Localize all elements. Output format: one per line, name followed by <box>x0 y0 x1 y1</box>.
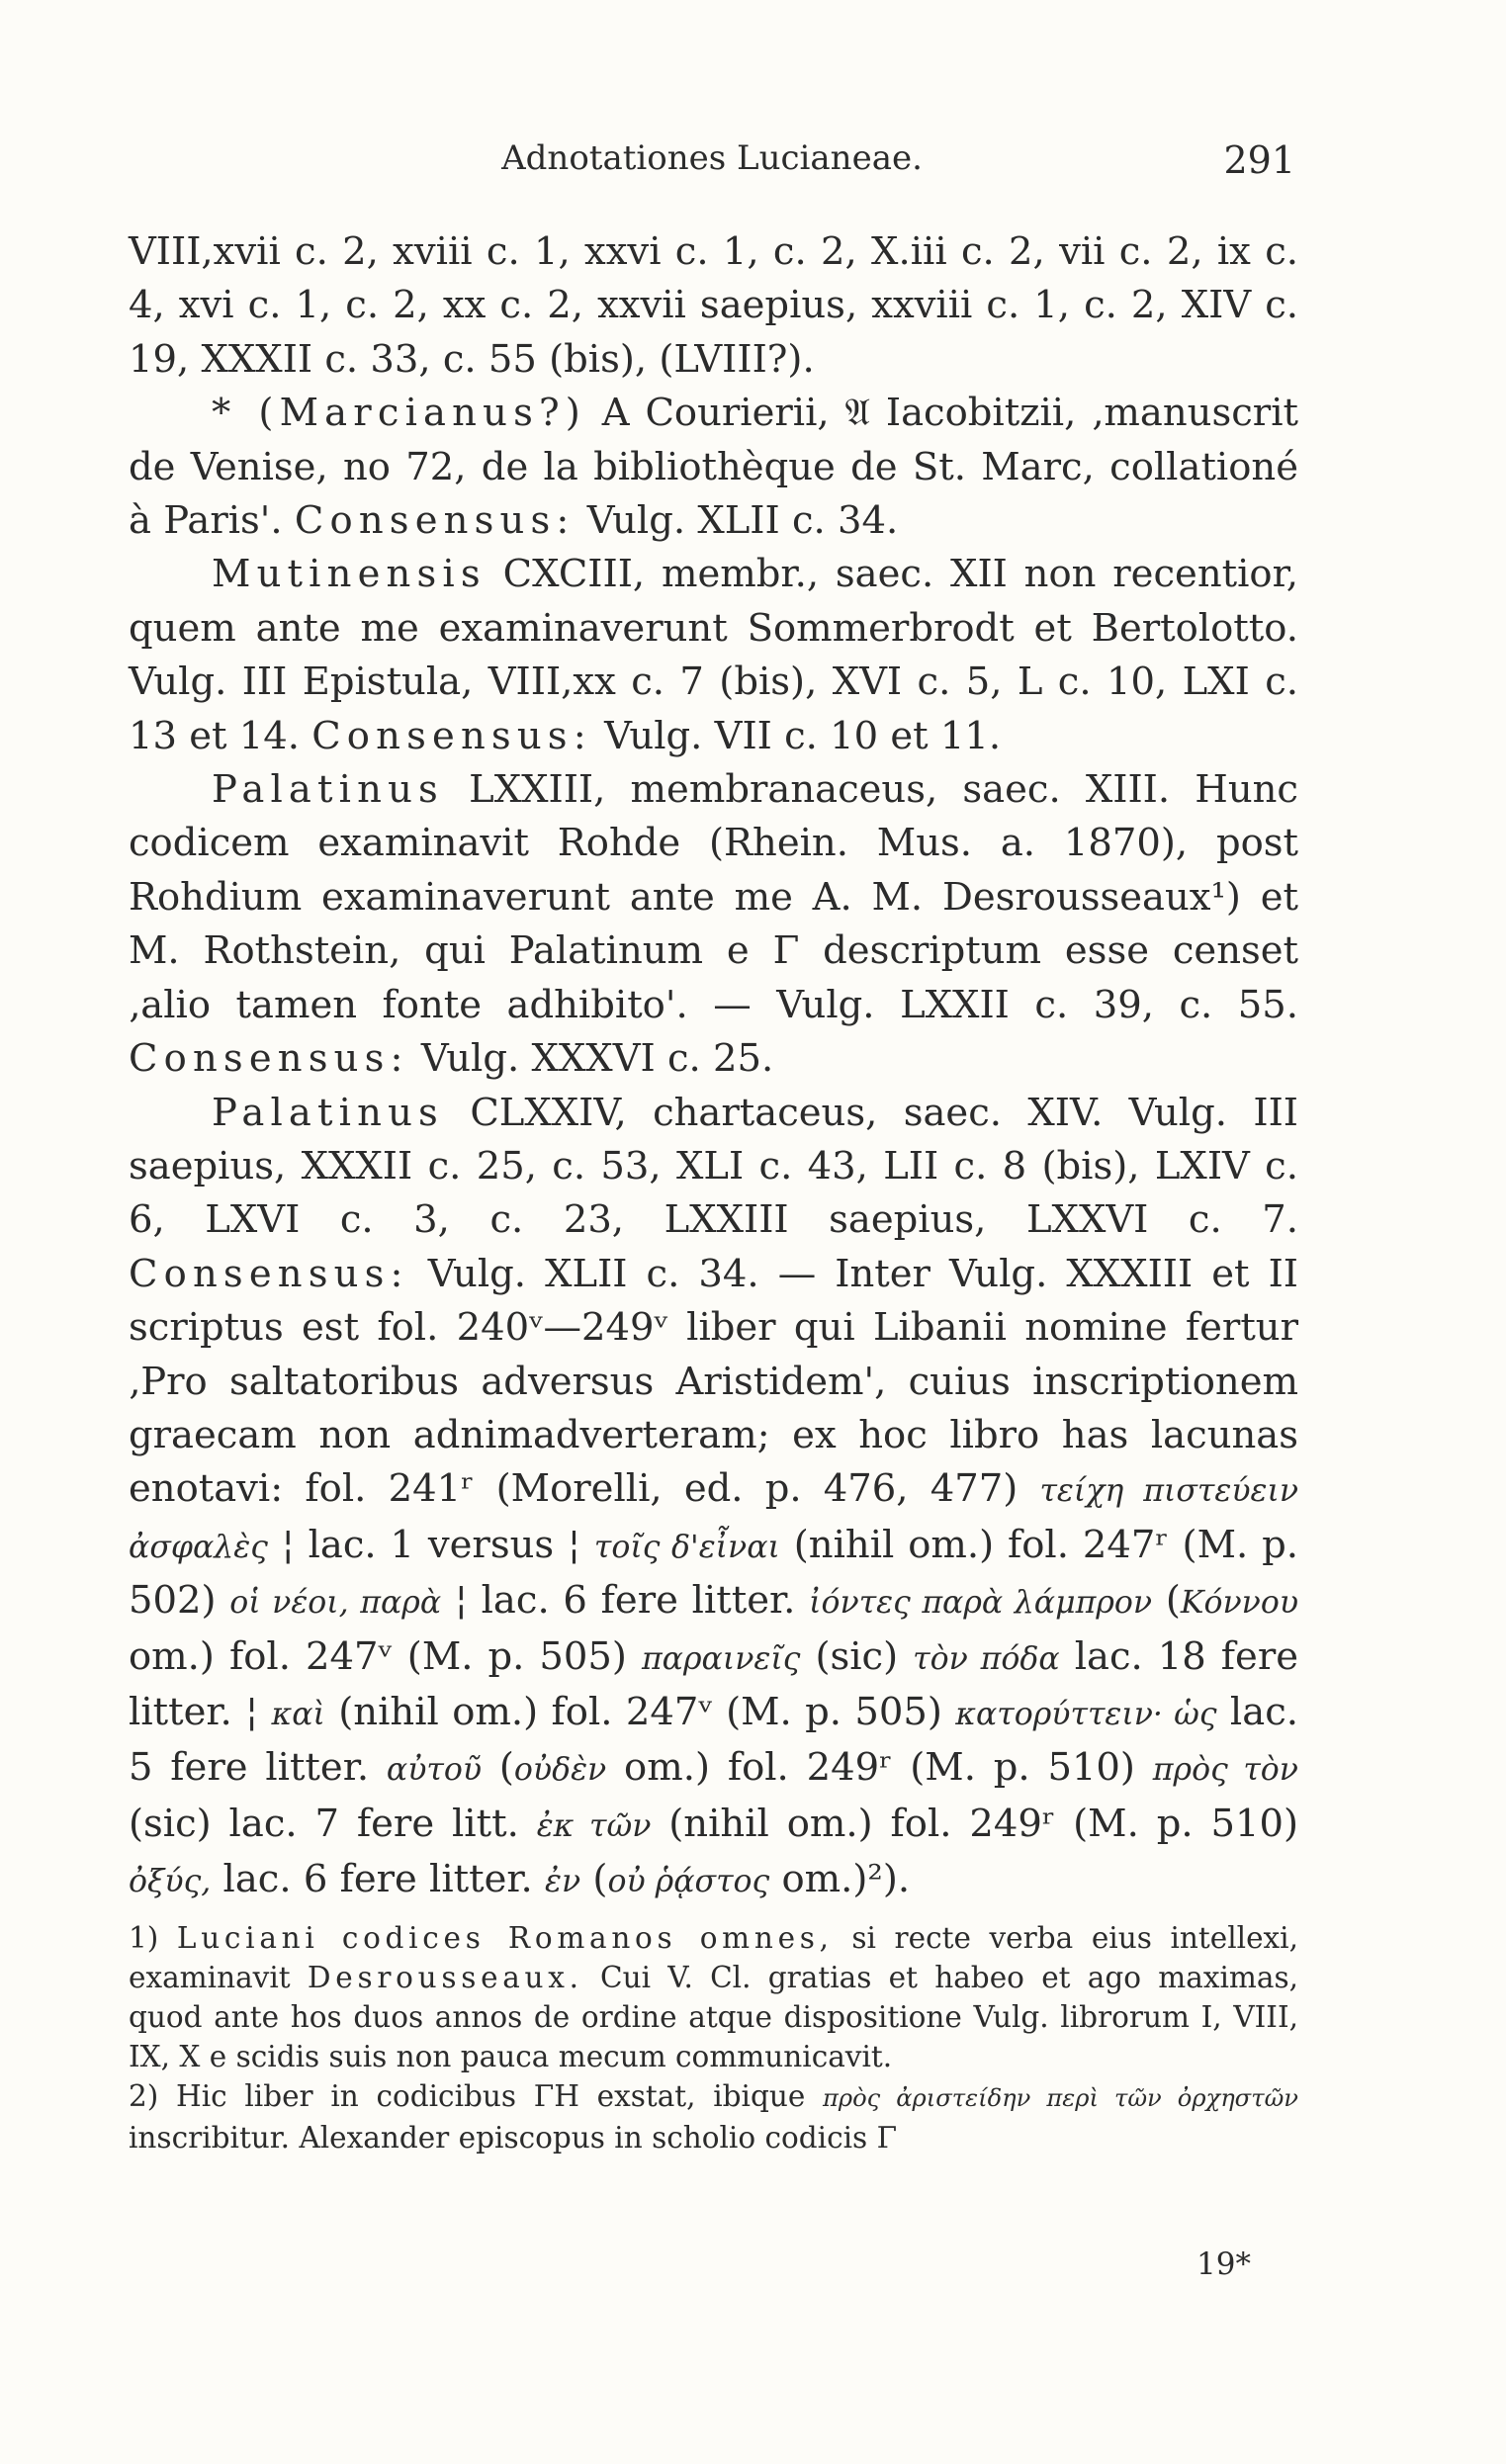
paragraph-text: (nihil om.) fol. 247ʳ (M. p. 502) <box>129 1522 1298 1624</box>
paragraph-text: lac. 6 fere litter. <box>211 1857 546 1902</box>
footnote-marker: 2) <box>129 2079 159 2113</box>
running-title: Adnotationes Lucianeae. <box>501 138 923 178</box>
footnote-text: si recte verba eius intellexi, examinavit <box>129 1921 1298 1994</box>
greek-text: ὀξύς, <box>129 1864 212 1900</box>
running-head <box>129 138 1295 198</box>
paragraph-text: ( <box>1152 1578 1181 1624</box>
greek-text: κατορύττειν· ὡς <box>955 1696 1217 1732</box>
paragraph-text: CXCIII, membr., saec. XII non recentior, quem ante me examinaverunt Sommerbrodt et Bertolotto. Vulg. III Epistula, VIII,xx c. 7 (bis), XVI c. 5, L c. 10, LXI c. 13 et 14. <box>129 552 1298 758</box>
codex-name: Mutinensis <box>212 552 487 597</box>
paragraph-text: ¦ lac. 1 versus ¦ <box>267 1522 594 1567</box>
paragraph-text: om.) fol. 247ᵛ (M. p. 505) <box>129 1633 642 1679</box>
consensus-label: Consensus: <box>294 498 576 544</box>
codex-name: Palatinus <box>212 1090 444 1135</box>
greek-text: οἱ νέοι, παρὰ <box>229 1585 442 1622</box>
greek-text: τείχη πιστεύειν ἀσφαλὲς <box>129 1473 1299 1565</box>
paragraph-text: (nihil om.) fol. 249ʳ (M. p. 510) <box>651 1801 1298 1846</box>
codex-name: * (Marcianus?) <box>212 391 586 436</box>
consensus-label: Consensus: <box>129 1251 409 1296</box>
greek-text: αὐτοῦ <box>386 1752 483 1789</box>
greek-text: Κόννου <box>1180 1585 1299 1622</box>
paragraph-mutinensis <box>129 548 1298 763</box>
paragraph-tail: Vulg. VII c. 10 et 11. <box>591 713 1002 758</box>
paragraph-palatinus-73 <box>129 763 1298 1086</box>
paragraph-text: LXXIII, membranaceus, saec. XIII. Hunc codicem examinavit Rohde (Rhein. Mus. a. 1870), post Rohdium examinaverunt ante me A. M. Desrousseaux¹) et M. Rothstein, qui Palatinum e Γ descriptum esse censet ‚alio tamen fonte adhibito'. — Vulg. LXXII c. 39, c. 55. <box>129 767 1298 1027</box>
codex-name: Palatinus <box>212 767 444 813</box>
footnote-lead: Luciani codices Romanos omnes, <box>176 1921 834 1955</box>
paragraph-text: lac. 18 fere litter. ¦ <box>129 1633 1299 1734</box>
consensus-label: Consensus: <box>129 1036 409 1082</box>
footnote-tail: inscribitur. Alexander episcopus in scholio codicis Γ <box>129 2121 898 2155</box>
paragraph-text: lac. 5 fere litter. <box>129 1689 1298 1791</box>
paragraph-text: om.) fol. 249ʳ (M. p. 510) <box>606 1745 1153 1791</box>
page-number: 291 <box>1223 138 1295 182</box>
paragraph-palatinus-174 <box>129 1087 1298 1909</box>
greek-text: πρὸς τὸν <box>1152 1752 1298 1789</box>
paragraph-text: (nihil om.) fol. 247ᵛ (M. p. 505) <box>324 1689 956 1734</box>
greek-text: ἐν <box>545 1864 581 1900</box>
footnote-1 <box>129 1918 1298 2076</box>
paragraph-text: om.)²). <box>769 1857 911 1902</box>
body-text <box>129 225 1298 1909</box>
footnote-tail: Cui V. Cl. gratias et habeo et ago maximas, quod ante hos duos annos de ordine atque dispositione Vulg. librorum I, VIII, IX, X e scidis suis non pauca mecum communicavit. <box>129 1961 1299 2073</box>
footnote-name: Desrousseaux. <box>307 1961 583 1994</box>
paragraph-sources-list: VIII,xvii c. 2, xviii c. 1, xxvi c. 1, c. 2, X.iii c. 2, vii c. 2, ix c. 4, xvi c. 1, c. 2, xx c. 2, xxvii saepius, xxviii c. 1, c. 2, XIV c. 19, XXXII c. 33, c. 55 (bis), (LVIII?). <box>129 229 1298 382</box>
signature-mark: 19* <box>1196 2246 1251 2282</box>
paragraph-text: (sic) lac. 7 fere litt. <box>129 1801 537 1846</box>
paragraph-marcianus <box>129 387 1298 548</box>
paragraph-text: Vulg. XLII c. 34. — Inter Vulg. XXXIII et II scriptus est fol. 240ᵛ—249ᵛ liber qui Libanii nomine fertur ‚Pro saltatoribus adversus Aristidem', cuius inscriptionem graecam non adnimadverteram; ex hoc libro has lacunas enotavi: fol. 241ʳ (Morelli, ed. p. 476, 477) <box>129 1251 1298 1512</box>
greek-text: οὐ ῥᾴστος <box>607 1864 770 1900</box>
greek-text: παραινεῖς <box>641 1640 801 1677</box>
paragraph-text: ( <box>580 1857 608 1902</box>
paragraph-tail: Vulg. XXXVI c. 25. <box>408 1036 774 1082</box>
greek-text: οὐδὲν <box>513 1752 607 1789</box>
footnote-2 <box>129 2076 1298 2157</box>
paragraph-text: (sic) <box>800 1633 914 1679</box>
footnote-marker: 1) <box>129 1921 159 1955</box>
paragraph-text: A Courierii, 𝔄 Iacobitzii, ‚manuscrit de Venise, no 72, de la bibliothèque de St. Marc, collationé à Paris'. <box>129 391 1298 544</box>
greek-text: ἰόντες παρὰ λάμπρον <box>809 1585 1153 1622</box>
greek-text: ἐκ τῶν <box>536 1807 652 1844</box>
consensus-label: Consensus: <box>311 713 592 758</box>
greek-text: πρὸς ἀριστείδην περὶ τῶν ὀρχηστῶν <box>823 2084 1299 2112</box>
paragraph-text: ( <box>482 1745 514 1791</box>
greek-text: καὶ <box>271 1696 325 1732</box>
paragraph-text: ¦ lac. 6 fere litter. <box>441 1578 810 1624</box>
greek-text: τὸν πόδα <box>913 1640 1060 1677</box>
paragraph-tail: Vulg. XLII c. 34. <box>575 498 899 544</box>
footnote-text: Hic liber in codicibus ΓH exstat, ibique <box>158 2079 823 2113</box>
greek-text: τοῖς δ'εἶναι <box>593 1529 780 1565</box>
paragraph-text: CLXXIV, chartaceus, saec. XIV. Vulg. III saepius, XXXII c. 25, c. 53, XLI c. 43, LII c. 8 (bis), LXIV c. 6, LXVI c. 3, c. 23, LXXIII saepius, LXXVI c. 7. <box>129 1090 1298 1243</box>
footnotes <box>129 1918 1298 2157</box>
